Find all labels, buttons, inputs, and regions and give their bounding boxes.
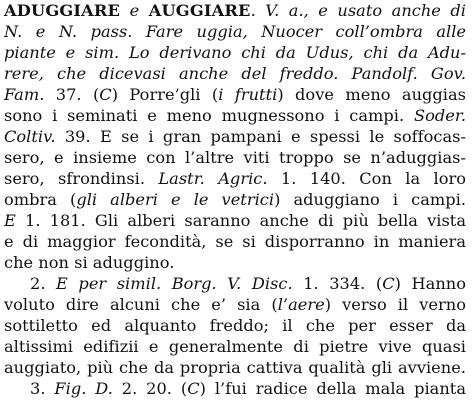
entry-line: [4, 252, 466, 273]
text-segment: e: [120, 1, 149, 20]
entry-line: [4, 231, 466, 252]
text-segment: i frutti: [218, 85, 278, 104]
entry-line: [4, 294, 466, 315]
text-segment: 2. 20. (: [112, 379, 188, 398]
text-segment: C: [187, 379, 200, 398]
text-segment: AUGGIARE: [148, 1, 251, 20]
entry-line: [4, 357, 466, 378]
text-segment: E: [4, 211, 16, 230]
text-segment: sero, sfrondinsi.: [4, 169, 159, 188]
text-segment: 39. E se i gran pampani e spessi le soffocas-: [55, 127, 466, 146]
entry-line: [4, 105, 466, 126]
entry-line: [4, 84, 466, 105]
text-segment: C: [99, 85, 112, 104]
text-segment: voluto dire alcuni che e’ sia (: [4, 295, 278, 314]
text-segment: Soder.: [413, 106, 466, 125]
text-segment: 1. 140. Con la loro: [267, 169, 467, 188]
entry-line: [4, 21, 466, 42]
text-segment: E per simil. Borg. V. Disc.: [56, 274, 293, 293]
text-segment: Fam.: [4, 85, 45, 104]
entry-line: [4, 189, 466, 210]
text-segment: ADUGGIARE: [4, 1, 121, 20]
text-segment: sero, e insieme con l’altre viti troppo se n’aduggias-: [4, 148, 466, 167]
text-segment: Fig. D.: [54, 379, 113, 398]
text-segment: N. e N. pass. Fare uggia, Nuocer coll’ombra alle: [4, 22, 466, 41]
entry-line: [4, 126, 466, 147]
entry-line: [4, 0, 466, 21]
text-segment: ) Hanno: [394, 274, 466, 293]
text-segment: rere, che dicevasi anche del freddo. Pandolf. Gov.: [4, 64, 466, 83]
entry-line: [4, 210, 466, 231]
text-segment: ) verso il verno: [324, 295, 466, 314]
text-segment: 3.: [30, 379, 55, 398]
text-segment: V. a., e usato anche di: [265, 1, 466, 20]
text-segment: che non si aduggino.: [4, 253, 175, 272]
text-segment: 1. 181. Gli alberi saranno anche di più bella vista: [15, 211, 466, 230]
text-segment: ) Porre’gli (: [111, 85, 219, 104]
entry-line: [4, 147, 466, 168]
text-segment: ) dove meno auggias: [277, 85, 466, 104]
entry-line: [4, 336, 466, 357]
text-segment: l’aere: [277, 295, 325, 314]
text-segment: ) l’fui radice della mala pianta: [199, 379, 466, 398]
text-segment: auggiato, più che da propria cattiva qualità gli avviene.: [4, 358, 466, 377]
entry-line: [4, 42, 466, 63]
text-segment: sottiletto ed alquanto freddo; il che per esser da: [4, 316, 466, 335]
text-segment: sono i seminati e meno mugnessono i campi.: [4, 106, 414, 125]
entry-line: [30, 378, 466, 399]
text-segment: ) aduggiano i campi.: [274, 190, 466, 209]
text-segment: 2.: [30, 274, 57, 293]
text-segment: piante e sim. Lo derivano chi da Udus, chi da Adu-: [4, 43, 466, 62]
text-segment: .: [250, 1, 266, 20]
text-segment: e di maggior fecondità, se si disporranno in maniera: [4, 232, 466, 251]
entry-line: [4, 168, 466, 189]
text-segment: gli alberi e le vetrici: [76, 190, 275, 209]
entry-line: [4, 63, 466, 84]
text-segment: C: [382, 274, 395, 293]
entry-line: [4, 315, 466, 336]
text-segment: 1. 334. (: [292, 274, 383, 293]
text-segment: ombra (: [4, 190, 77, 209]
text-segment: Coltiv.: [4, 127, 56, 146]
text-segment: altissimi edifizii e generalmente di pietre vive quasi: [4, 337, 466, 356]
text-segment: Lastr. Agric.: [158, 169, 268, 188]
entry-line: [30, 273, 466, 294]
text-segment: 37. (: [44, 85, 100, 104]
